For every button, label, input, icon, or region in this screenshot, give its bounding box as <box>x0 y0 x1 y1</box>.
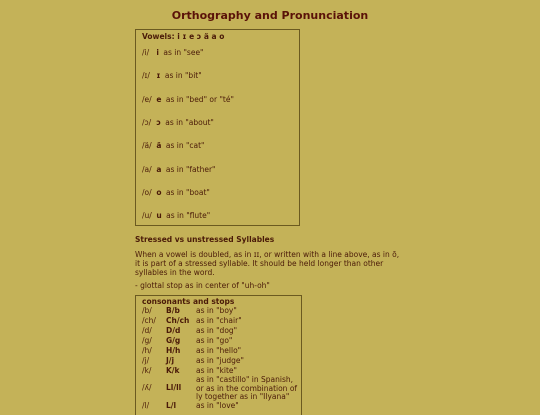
vowels-box <box>135 29 300 226</box>
consonant-example: as in "go" <box>196 336 233 345</box>
vowel-ipa: /o/ <box>142 188 152 197</box>
vowel-ipa: /e/ <box>142 95 152 104</box>
consonant-letter: H/h <box>166 346 181 355</box>
vowel-letter: ɪ <box>156 71 161 80</box>
vowel-example: as in "bed" or "té" <box>165 95 234 104</box>
vowel-letter: ä <box>156 141 162 150</box>
vowel-ipa: /ɪ/ <box>142 71 150 80</box>
vowel-row <box>142 211 210 220</box>
consonant-ipa: /b/ <box>142 306 152 315</box>
consonant-example: as in "hello" <box>196 346 242 355</box>
vowel-letter: i <box>156 48 159 57</box>
vowel-ipa: /ɔ/ <box>142 118 152 127</box>
consonant-ipa: /d/ <box>142 326 152 335</box>
consonant-letter: J/j <box>166 356 175 365</box>
vowel-example: as in "about" <box>165 118 214 127</box>
consonants-box <box>135 295 302 415</box>
consonant-example: as in "boy" <box>196 306 237 315</box>
consonant-ipa: /k/ <box>142 366 152 375</box>
consonant-letter: B/b <box>166 306 180 315</box>
vowel-example: as in "bit" <box>164 71 202 80</box>
glottal-note: - glottal stop as in center of "uh-oh" <box>135 281 270 290</box>
consonant-example: as in "dog" <box>196 326 238 335</box>
vowel-example: as in "cat" <box>165 141 205 150</box>
vowel-row <box>142 141 205 150</box>
consonant-letter: K/k <box>166 366 180 375</box>
consonant-ipa: /ʎ/ <box>142 383 152 392</box>
consonant-letter: L/l <box>166 401 177 410</box>
consonant-letter: Ll/ll <box>166 383 182 392</box>
vowel-row <box>142 165 215 174</box>
consonant-letter: G/g <box>166 336 181 345</box>
consonant-letter: Ch/ch <box>166 316 190 325</box>
vowel-ipa: /a/ <box>142 165 152 174</box>
consonants-heading: consonants and stops <box>142 297 235 306</box>
consonant-letter: D/d <box>166 326 181 335</box>
vowel-row <box>142 118 214 127</box>
stress-paragraph: When a vowel is doubled, as in ɪɪ, or written with a line above, as in ō, it is part of a stressed syllable. It should be held longer than other syllables in the word. <box>135 250 400 277</box>
vowel-example: as in "flute" <box>166 211 211 220</box>
stress-heading: Stressed vs unstressed Syllables <box>135 235 275 244</box>
vowel-example: as in "boat" <box>165 188 210 197</box>
vowel-row <box>142 48 204 57</box>
vowels-heading: Vowels: i ɪ e ɔ ä a o <box>142 32 225 41</box>
vowel-letter: ɔ <box>156 118 161 127</box>
page-title: Orthography and Pronunciation <box>171 9 369 22</box>
vowel-row <box>142 71 202 80</box>
vowel-row <box>142 95 234 104</box>
vowel-letter: e <box>156 95 162 104</box>
consonant-example: as in "castillo" in Spanish, or as in the combination of ly together as in "Ilyana" <box>196 375 298 401</box>
consonant-ipa: /ch/ <box>142 316 156 325</box>
vowel-row <box>142 188 210 197</box>
vowel-ipa: /i/ <box>142 48 150 57</box>
vowel-letter: o <box>156 188 162 197</box>
vowel-letter: u <box>156 211 162 220</box>
consonant-ipa: /j/ <box>142 356 150 365</box>
vowel-example: as in "father" <box>165 165 216 174</box>
consonant-example: as in "chair" <box>196 316 242 325</box>
consonant-ipa: /h/ <box>142 346 152 355</box>
vowel-letter: a <box>156 165 162 174</box>
consonant-example: as in "kite" <box>196 366 237 375</box>
consonant-ipa: /g/ <box>142 336 152 345</box>
vowel-ipa: /u/ <box>142 211 152 220</box>
vowel-example: as in "see" <box>163 48 204 57</box>
consonant-ipa: /l/ <box>142 401 150 410</box>
consonant-example: as in "love" <box>196 401 239 410</box>
consonant-example: as in "judge" <box>196 356 244 365</box>
vowel-ipa: /ä/ <box>142 141 152 150</box>
